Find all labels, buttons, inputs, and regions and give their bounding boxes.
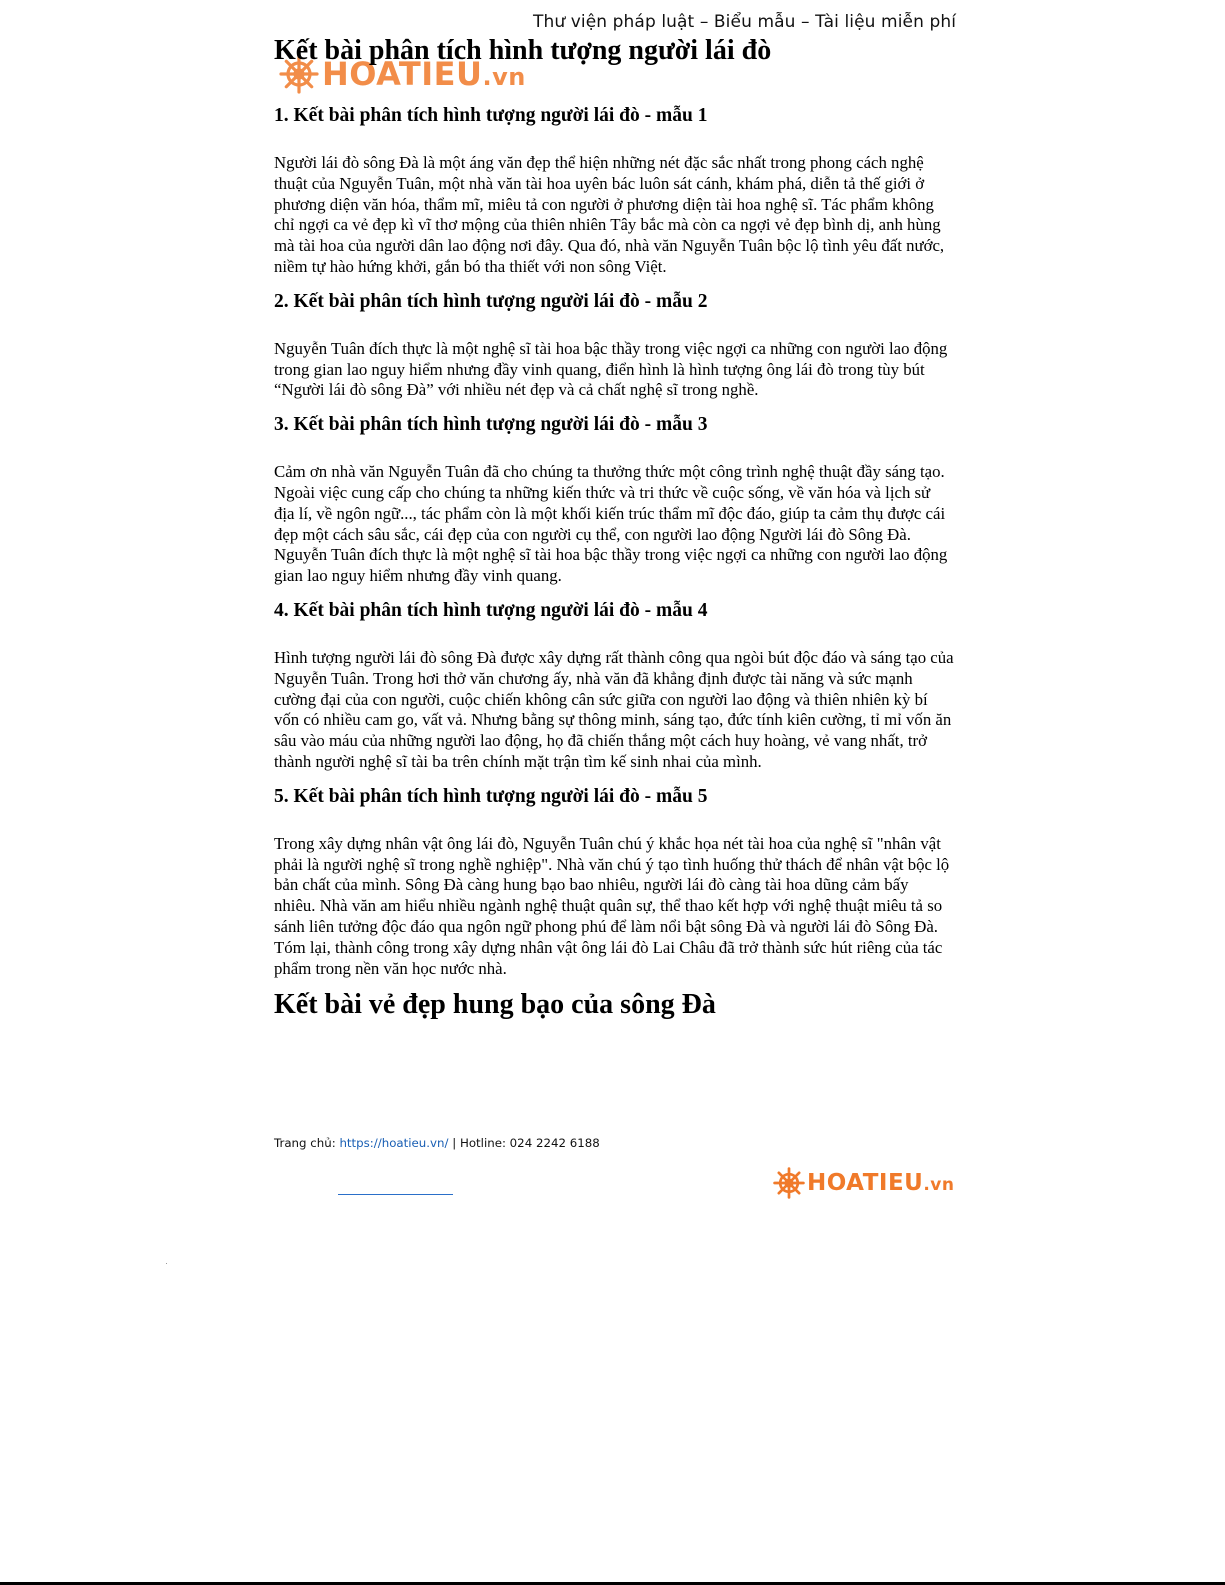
page-footer bbox=[274, 1136, 600, 1150]
logo-suffix: .vn bbox=[482, 63, 526, 91]
logo-text: HOATIEU bbox=[322, 55, 483, 93]
section-heading-5: 5. Kết bài phân tích hình tượng người lái đò - mẫu 5 bbox=[274, 785, 708, 807]
document-title: Kết bài phân tích hình tượng người lái đò bbox=[274, 35, 772, 66]
section-body-2: Nguyễn Tuân đích thực là một nghệ sĩ tài hoa bậc thầy trong việc ngợi ca những con người lao động trong gian lao nguy hiểm nhưng đầy vinh quang, điển hình là hình tượng ông lái đò trong tùy bút “Người lái đò sông Đà” với nhiều nét đẹp và cả chất nghệ sĩ trong nghề. bbox=[274, 338, 948, 400]
header-tagline: Thư viện pháp luật – Biểu mẫu – Tài liệu miễn phí bbox=[533, 12, 957, 32]
closing-title: Kết bài vẻ đẹp hung bạo của sông Đà bbox=[274, 989, 716, 1021]
section-heading-1: 1. Kết bài phân tích hình tượng người lái đò - mẫu 1 bbox=[274, 105, 708, 126]
footer-separator: | bbox=[448, 1136, 460, 1150]
logo-suffix: .vn bbox=[923, 1174, 955, 1195]
logo-text: HOATIEU bbox=[807, 1169, 924, 1196]
section-body-5: Trong xây dựng nhân vật ông lái đò, Nguyễn Tuân chú ý khắc họa nét tài hoa của nghệ sĩ "nhân vật phải là người nghệ sĩ trong nghề nghiệp". Nhà văn chú ý tạo tình huống thử thách để nhân vật bộc lộ bản chất của mình. Sông Đà càng hung bạo bao nhiêu, người lái đò càng tài hoa dũng cảm bấy nhiêu. Nhà văn am hiểu nhiều ngành nghệ thuật quân sự, thể thao kết hợp với nghệ thuật miêu tả so sánh liên tưởng độc đáo qua ngôn ngữ phong phú để làm nổi bật sông Đà và người lái đò Sông Đà. Tóm lại, thành công trong xây dựng nhân vật ông lái đò Lai Châu đã trở thành sức hút riêng của tác phẩm trong nền văn học nước nhà. bbox=[274, 833, 950, 978]
footer-home-link[interactable]: https://hoatieu.vn/ bbox=[339, 1136, 449, 1150]
section-body-3: Cảm ơn nhà văn Nguyễn Tuân đã cho chúng ta thưởng thức một công trình nghệ thuật đầy sáng tạo. Ngoài việc cung cấp cho chúng ta những kiến thức và tri thức về cuộc sống, về văn hóa và lịch sử địa lí, về ngôn ngữ..., tác phẩm còn là một khối kiến trúc thẩm mĩ độc đáo, giúp ta cảm thụ được cái đẹp một cách sâu sắc, cái đẹp của con người cụ thể, con người lao động Người lái đò Sông Đà. Nguyễn Tuân đích thực là một nghệ sĩ tài hoa bậc thầy trong việc ngợi ca những con người lao động gian lao nguy hiểm nhưng đầy vinh quang. bbox=[274, 462, 948, 586]
logo-wordmark bbox=[807, 1169, 955, 1196]
scan-speck bbox=[166, 1263, 167, 1264]
hoatieu-logo-footer bbox=[773, 1165, 955, 1201]
footer-home-label: Trang chủ: bbox=[274, 1136, 340, 1150]
section-heading-4: 4. Kết bài phân tích hình tượng người lái đò - mẫu 4 bbox=[274, 599, 708, 621]
section-body-1: Người lái đò sông Đà là một áng văn đẹp thể hiện những nét đặc sắc nhất trong phong cách nghệ thuật của Nguyễn Tuân, một nhà văn tài hoa uyên bác luôn sát cánh, khám phá, diễn tả thế giới ở phương diện văn hóa, thẩm mĩ, miêu tả con người ở phương diện tài hoa nghệ sĩ. Tác phẩm không chỉ ngợi ca vẻ đẹp kì vĩ thơ mộng của thiên nhiên Tây bắc mà còn ca ngợi vẻ đẹp bình dị, anh hùng mà tài hoa của người dân lao động nơi đây. Qua đó, nhà văn Nguyễn Tuân bộc lộ tình yêu đất nước, niềm tự hào hứng khởi, gắn bó tha thiết với non sông Việt. bbox=[274, 153, 945, 276]
section-body-4: Hình tượng người lái đò sông Đà được xây dựng rất thành công qua ngòi bút độc đáo và sáng tạo của Nguyễn Tuân. Trong hơi thở văn chương ấy, nhà văn đã khẳng định được tài năng và sức mạnh cường đại của con người, cuộc chiến không cân sức giữa con người lao động và thiên nhiên kỳ bí vốn có nhiều cam go, vất vả. Nhưng bằng sự thông minh, sáng tạo, đức tính kiên cường, tỉ mỉ vốn ăn sâu vào máu của những người lao động, họ đã chiến thắng một cách huy hoàng, vẻ vang nhất, trở thành người nghệ sĩ tài ba trên chính mặt trận tìm kế sinh nhai của mình. bbox=[274, 647, 954, 771]
footer-underline bbox=[338, 1194, 453, 1195]
ship-wheel-icon bbox=[773, 1167, 805, 1199]
section-heading-3: 3. Kết bài phân tích hình tượng người lái đò - mẫu 3 bbox=[274, 414, 708, 436]
document-content bbox=[274, 103, 954, 1022]
section-heading-2: 2. Kết bài phân tích hình tượng người lái đò - mẫu 2 bbox=[274, 290, 708, 312]
footer-hotline: Hotline: 024 2242 6188 bbox=[459, 1136, 600, 1150]
